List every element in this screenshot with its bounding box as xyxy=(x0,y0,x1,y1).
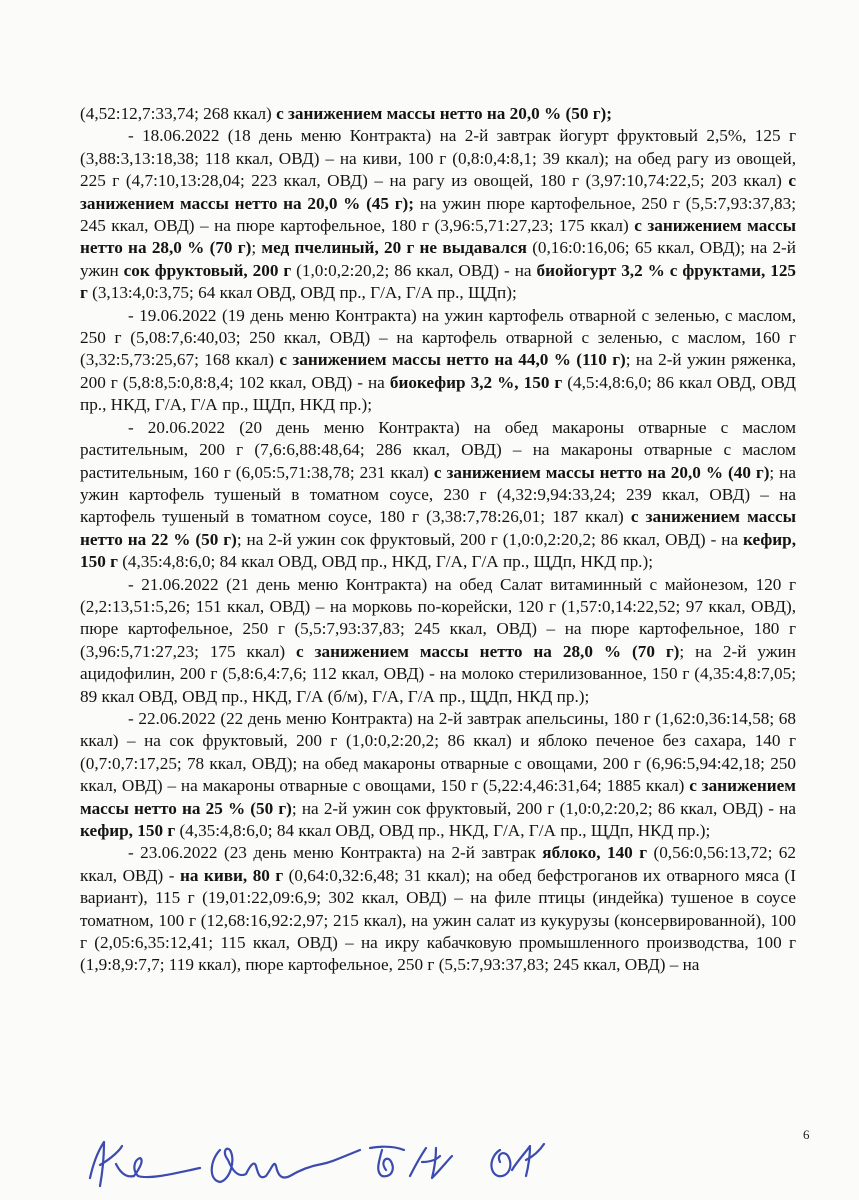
text-run: (4,35:4,8:6,0; 84 ккал ОВД, ОВД пр., НКД, Г/А, Г/А пр., ЩДп, НКД пр.); xyxy=(175,821,711,840)
text-run: - 21.06.2022 (21 день меню Контракта) на обед Салат витаминный с майонезом, 120 г (2,2:13,51:5,26; 151 ккал, ОВД) – на морковь по-корейски, 120 г (1,57:0,14:22,52; 97 ккал, ОВД), пюре картофельное, 250 г (5,5:7,93:37,83; 245 ккал, ОВД) – на пюре картофельное, 180 г (3,96:5,71:27,23; 175 ккал) xyxy=(80,574,796,661)
bold-text-run: биойогурт 3,2 % с фруктами, 125 г xyxy=(80,260,797,303)
bold-text-run: с занижением массы нетто на 25 % (50 г) xyxy=(80,776,796,818)
text-run: (0,64:0,32:6,48; 31 ккал); на обед бефстроганов их отварного мяса (I вариант), 115 г (19,01:22,09:6,9; 302 ккал, ОВД) – на филе птицы (индейка) тушеное в соусе томатном, 100 г (12,68:16,92:2,97; 215 ккал), на ужин салат из кукурузы (консервированной), 100 г (2,05:6,35:12,41; 115 ккал, ОВД) – на икру кабачковую промышленного производства, 100 г (1,9:8,9:7,7; 119 ккал), пюре картофельное, 250 г (5,5:7,93:37,83; 245 ккал, ОВД) – на xyxy=(80,865,796,975)
document-body xyxy=(80,103,796,977)
text-run: (3,13:4,0:3,75; 64 ккал ОВД, ОВД пр., Г/А, Г/А пр., ЩДп); xyxy=(87,283,517,303)
bold-text-run: на киви, 80 г xyxy=(179,865,284,885)
text-run: - 23.06.2022 (23 день меню Контракта) на 2-й завтрак xyxy=(128,843,543,863)
text-run: ; на 2-й ужин сок фруктовый, 200 г (1,0:0,2:20,2; 86 ккал, ОВД) - на xyxy=(291,798,796,818)
text-run: - 18.06.2022 (18 день меню Контракта) на 2-й завтрак йогурт фруктовый 2,5%, 125 г (3,88:3,13:18,38; 118 ккал, ОВД) – на киви, 100 г (0,8:0,4:8,1; 39 ккал); на обед рагу из овощей, 225 г (4,7:10,13:28,04; 223 ккал, ОВД) – на рагу из овощей, 180 г (3,97:10,74:22,5; 203 ккал) xyxy=(80,126,796,191)
bold-text-run: с занижением массы нетто на 20,0 % (50 г); xyxy=(276,104,612,123)
bold-text-run: с занижением массы нетто на 22 % (50 г) xyxy=(80,507,796,549)
text-run: - 19.06.2022 (19 день меню Контракта) на ужин картофель отварной с зеленью, с маслом, 250 г (5,08:7,6:40,03; 250 ккал, ОВД) – на картофель отварной с зеленью, с маслом, 160 г (3,32:5,73:25,67; 168 ккал) xyxy=(80,305,796,370)
handwritten-signatures xyxy=(60,1120,620,1195)
text-run: (1,0:0,2:20,2; 86 ккал, ОВД) - на xyxy=(291,260,537,280)
bold-text-run: с занижением массы нетто на 20,0 % (45 г); xyxy=(80,171,796,213)
bold-text-run: с занижением массы нетто на 20,0 % (40 г) xyxy=(433,462,770,482)
document-paragraph xyxy=(80,574,796,708)
bold-text-run: с занижением массы нетто на 28,0 % (70 г) xyxy=(80,216,796,258)
document-paragraph xyxy=(80,103,796,125)
bold-text-run: кефир, 150 г xyxy=(80,821,176,840)
bold-text-run: биокефир 3,2 %, 150 г xyxy=(389,372,563,392)
signature-3 xyxy=(370,1147,452,1178)
document-paragraph xyxy=(80,708,796,842)
text-run: ; на 2-й ужин ацидофилин, 200 г (5,8:6,4:7,6; 112 ккал, ОВД) - на молоко стерилизованное, 150 г (4,35:4,8:7,05; 89 ккал ОВД, ОВД пр., НКД, Г/А (б/м), Г/А, Г/А пр., ЩДп, НКД пр.); xyxy=(80,641,796,706)
signature-1 xyxy=(90,1142,200,1186)
bold-text-run: яблоко, 140 г xyxy=(542,843,648,863)
document-paragraph xyxy=(80,417,796,574)
signature-4 xyxy=(491,1144,544,1176)
bold-text-run: сок фруктовый, 200 г xyxy=(123,260,292,280)
text-run: (0,16:0:16,06; 65 ккал, ОВД); на 2-й ужин xyxy=(80,238,796,280)
text-run: - 20.06.2022 (20 день меню Контракта) на обед макароны отварные с маслом растительным, 200 г (7,6:6,88:48,64; 286 ккал, ОВД) – на макароны отварные с маслом растительным, 160 г (6,05:5,71:38,78; 231 ккал) xyxy=(80,417,796,482)
signature-2 xyxy=(212,1149,360,1182)
text-run: - 22.06.2022 (22 день меню Контракта) на 2-й завтрак апельсины, 180 г (1,62:0,36:14,58; 68 ккал) – на сок фруктовый, 200 г (1,0:0,2:20,2; 86 ккал) и яблоко печеное без сахара, 140 г (0,7:0,7:17,25; 78 ккал, ОВД); на обед макароны отварные с овощами, 200 г (6,96:5,94:42,18; 250 ккал, ОВД) – на макароны отварные с овощами, 150 г (5,22:4,46:31,64; 1885 ккал) xyxy=(80,708,796,796)
text-run: (4,35:4,8:6,0; 84 ккал ОВД, ОВД пр., НКД, Г/А, Г/А пр., ЩДп, НКД пр.); xyxy=(117,552,653,572)
bold-text-run: кефир, 150 г xyxy=(80,529,796,572)
text-run: (0,56:0,56:13,72; 62 ккал, ОВД) - xyxy=(80,843,796,885)
text-run: на ужин пюре картофельное, 250 г (5,5:7,93:37,83; 245 ккал, ОВД) – на пюре картофельное, 180 г (3,96:5,71:27,23; 175 ккал) xyxy=(80,193,796,236)
page-number: 6 xyxy=(803,1127,810,1142)
text-run: ; xyxy=(251,238,262,258)
text-run: (4,52:12,7:33,74; 268 ккал) xyxy=(80,104,277,123)
text-run: ; на 2-й ужин сок фруктовый, 200 г (1,0:0,2:20,2; 86 ккал, ОВД) - на xyxy=(236,529,744,549)
document-paragraph xyxy=(80,125,796,304)
text-run: (4,5:4,8:6,0; 86 ккал ОВД, ОВД пр., НКД, Г/А, Г/А пр., ЩДп, НКД пр.); xyxy=(80,372,797,415)
document-paragraph xyxy=(80,305,796,417)
document-paragraph xyxy=(80,842,796,976)
bold-text-run: с занижением массы нетто на 28,0 % (70 г) xyxy=(296,641,680,661)
bold-text-run: с занижением массы нетто на 44,0 % (110 г) xyxy=(279,350,626,370)
text-run: ; на ужин картофель тушеный в томатном соусе, 230 г (4,32:9,94:33,24; 239 ккал, ОВД) – на картофель тушеный в томатном соусе, 180 г (3,38:7,78:26,01; 187 ккал) xyxy=(80,462,796,527)
bold-text-run: мед пчелиный, 20 г не выдавался xyxy=(261,238,527,258)
text-run: ; на 2-й ужин ряженка, 200 г (5,8:8,5:0,8:8,4; 102 ккал, ОВД) - на xyxy=(80,350,796,392)
